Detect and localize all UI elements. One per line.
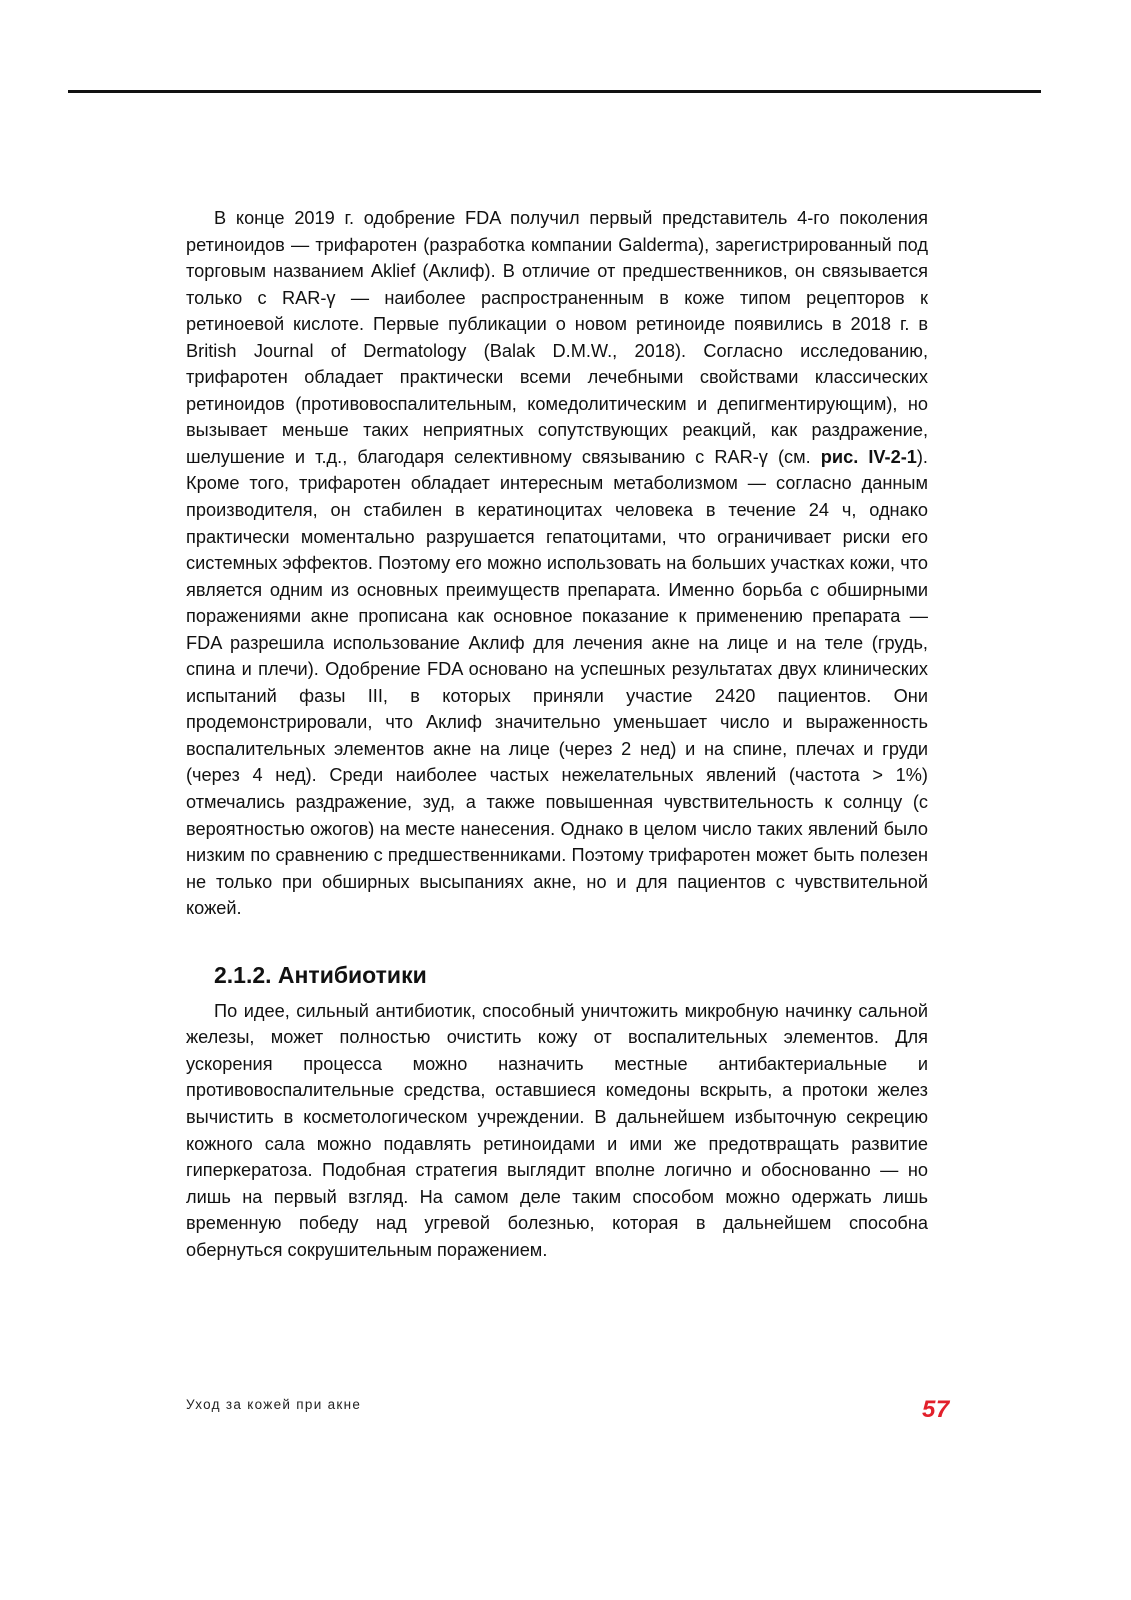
- paragraph-trifarotene: [186, 205, 928, 922]
- main-content: [186, 205, 928, 1263]
- paragraph-text: ). Кроме того, трифаротен обладает интересным метаболизмом — согласно данным производителя, он стабилен в кератиноцитах человека в течение 24 ч, однако практически моментально разрушается гепатоцитами, что ограничивает риски его системных эффектов. Поэтому его можно использовать на больших участках кожи, что является одним из основных преимуществ препарата. Именно борьба с обширными поражениями акне прописана как основное показание к применению препарата — FDA разрешила использование Аклиф для лечения акне на лице и на теле (грудь, спина и плечи). Одобрение FDA основано на успешных результатах двух клинических испытаний фазы III, в которых приняли участие 2420 пациентов. Они продемонстрировали, что Аклиф значительно уменьшает число и выраженность воспалительных элементов акне на лице (через 2 нед) и на спине, плечах и груди (через 4 нед). Среди наиболее частых нежелательных явлений (частота > 1%) отмечались раздражение, зуд, а также повышенная чувствительность к солнцу (с вероятностью ожогов) на месте нанесения. Однако в целом число таких явлений было низким по сравнению с предшественниками. Поэтому трифаротен может быть полезен не только при обширных высыпаниях акне, но и для пациентов с чувствительной кожей.: [186, 446, 928, 919]
- page-number: 57: [922, 1396, 950, 1423]
- paragraph-text: В конце 2019 г. одобрение FDA получил первый представитель 4-го поколения ретиноидов — трифаротен (разработка компании Galderma), зарегистрированный под торговым названием Aklief (Аклиф). В отличие от предшественников, он связывается только с RAR-γ — наиболее распространенным в коже типом рецепторов к ретиноевой кислоте. Первые публикации о новом ретиноиде появились в 2018 г. в British Journal of Dermatology (Balak D.M.W., 2018). Согласно исследованию, трифаротен обладает практически всеми лечебными свойствами классических ретиноидов (противовоспалительным, комедолитическим и депигментирующим), но вызывает меньше таких неприятных сопутствующих реакций, как раздражение, шелушение и т.д., благодаря селективному связыванию с RAR-γ (см.: [186, 208, 928, 467]
- paragraph-antibiotics: По идее, сильный антибиотик, способный уничтожить микробную начинку сальной железы, может полностью очистить кожу от воспалительных элементов. Для ускорения процесса можно назначить местные антибактериальные и противовоспалительные средства, оставшиеся комедоны вскрыть, а протоки желез вычистить в косметологическом учреждении. В дальнейшем избыточную секрецию кожного сала можно подавлять ретиноидами и ими же предотвращать развитие гиперкератоза. Подобная стратегия выглядит вполне логично и обоснованно — но лишь на первый взгляд. На самом деле таким способом можно одержать лишь временную победу над угревой болезнью, которая в дальнейшем способна обернуться сокрушительным поражением.: [186, 1000, 928, 1260]
- running-title: Уход за кожей при акне: [186, 1397, 362, 1412]
- section-heading: 2.1.2. Антибиотики: [214, 961, 427, 988]
- header-rule: [68, 90, 1041, 93]
- figure-reference: рис. IV-2-1: [820, 446, 917, 467]
